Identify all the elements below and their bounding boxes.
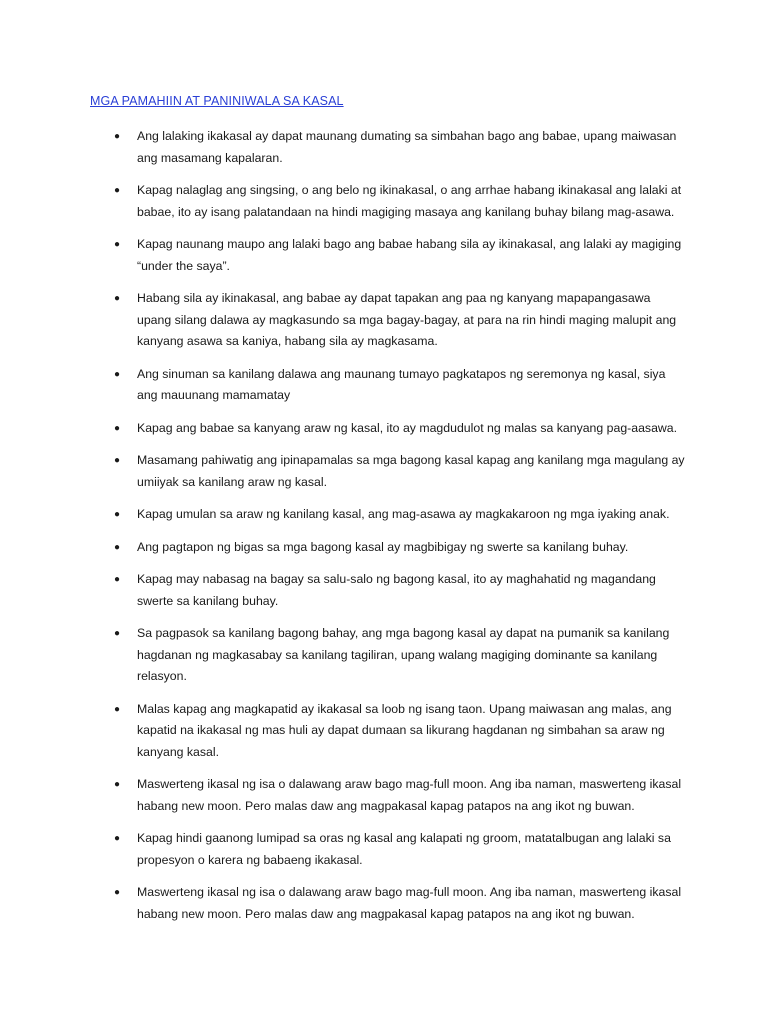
bullet-icon: ● bbox=[114, 509, 121, 520]
list-item bbox=[0, 623, 768, 688]
bullet-icon: ● bbox=[114, 574, 121, 585]
list-item bbox=[0, 504, 768, 526]
list-item bbox=[0, 450, 768, 493]
list-item bbox=[0, 569, 768, 612]
list-item-text: Maswerteng ikasal ng isa o dalawang araw bago mag-full moon. Ang iba naman, maswerteng ikasal habang new moon. Pero malas daw ang magpakasal kapag patapos na ang ikot ng buwan. bbox=[137, 777, 682, 813]
list-item bbox=[0, 288, 768, 353]
bullet-icon: ● bbox=[114, 887, 121, 898]
superstition-list bbox=[0, 126, 768, 936]
bullet-icon: ● bbox=[114, 293, 121, 304]
list-item-text: Sa pagpasok sa kanilang bagong bahay, ang mga bagong kasal ay dapat na pumanik sa kanilang hagdanan ng magkasabay sa kanilang tagiliran, upang walang magiging dominante sa kanilang relasyon. bbox=[137, 626, 670, 683]
list-item-text: Habang sila ay ikinakasal, ang babae ay dapat tapakan ang paa ng kanyang mapapangasawa upang silang dalawa ay magkasundo sa mga bagay-bagay, at para na rin hindi maging malupit ang kanyang asawa sa kaniya, habang sila ay magkasama. bbox=[137, 291, 677, 348]
bullet-icon: ● bbox=[114, 131, 121, 142]
list-item bbox=[0, 364, 768, 407]
list-item-text: Maswerteng ikasal ng isa o dalawang araw bago mag-full moon. Ang iba naman, maswerteng ikasal habang new moon. Pero malas daw ang magpakasal kapag patapos na ang ikot ng buwan. bbox=[137, 885, 682, 921]
list-item-text: Masamang pahiwatig ang ipinapamalas sa mga bagong kasal kapag ang kanilang mga magulang ay umiiyak sa kanilang araw ng kasal. bbox=[137, 453, 685, 489]
list-item-text: Kapag ang babae sa kanyang araw ng kasal, ito ay magdudulot ng malas sa kanyang pag-aasawa. bbox=[137, 420, 678, 435]
list-item-text: Ang pagtapon ng bigas sa mga bagong kasal ay magbibigay ng swerte sa kanilang buhay. bbox=[137, 539, 629, 554]
bullet-icon: ● bbox=[114, 833, 121, 844]
list-item bbox=[0, 699, 768, 764]
list-item bbox=[0, 418, 768, 440]
list-item-text: Malas kapag ang magkapatid ay ikakasal sa loob ng isang taon. Upang maiwasan ang malas, ang kapatid na ikakasal ng mas huli ay dapat dumaan sa likurang hagdanan ng simbahan sa araw ng kanyang kasal. bbox=[137, 701, 672, 759]
list-item-text: Kapag hindi gaanong lumipad sa oras ng kasal ang kalapati ng groom, matatalbugan ang lalaki sa propesyon o karera ng babaeng ikakasal. bbox=[137, 831, 671, 867]
list-item bbox=[0, 774, 768, 817]
list-item-text: Ang sinuman sa kanilang dalawa ang maunang tumayo pagkatapos ng seremonya ng kasal, siya ang mauunang mamamatay bbox=[137, 366, 666, 402]
list-item-text: Kapag umulan sa araw ng kanilang kasal, ang mag-asawa ay magkakaroon ng mga iyaking anak. bbox=[137, 507, 670, 521]
bullet-icon: ● bbox=[114, 368, 121, 380]
list-item-text: Kapag nalaglag ang singsing, o ang belo ng ikinakasal, o ang arrhae habang ikinakasal ang lalaki at babae, ito ay isang palatandaan na hindi magiging masaya ang kanilang buhay bilang mag-asawa. bbox=[137, 183, 682, 219]
bullet-icon: ● bbox=[114, 628, 121, 639]
list-item bbox=[0, 234, 768, 277]
list-item-text: Kapag may nabasag na bagay sa salu-salo ng bagong kasal, ito ay maghahatid ng magandang swerte sa kanilang buhay. bbox=[137, 572, 656, 608]
bullet-icon: ● bbox=[114, 779, 121, 790]
list-item-text: Kapag naunang maupo ang lalaki bago ang babae habang sila ay ikinakasal, ang lalaki ay magiging “under the saya”. bbox=[137, 237, 682, 273]
list-item bbox=[0, 828, 768, 871]
list-item bbox=[0, 180, 768, 223]
bullet-icon: ● bbox=[114, 455, 121, 466]
list-item bbox=[0, 537, 768, 559]
bullet-icon: ● bbox=[114, 185, 121, 196]
document-title: MGA PAMAHIIN AT PANINIWALA SA KASAL bbox=[90, 94, 344, 108]
bullet-icon: ● bbox=[114, 422, 121, 434]
bullet-icon: ● bbox=[114, 541, 121, 553]
bullet-icon: ● bbox=[114, 703, 121, 715]
list-item bbox=[0, 126, 768, 169]
list-item-text: Ang lalaking ikakasal ay dapat maunang dumating sa simbahan bago ang babae, upang maiwasan ang masamang kapalaran. bbox=[137, 129, 677, 165]
list-item bbox=[0, 882, 768, 925]
bullet-icon: ● bbox=[114, 239, 121, 250]
